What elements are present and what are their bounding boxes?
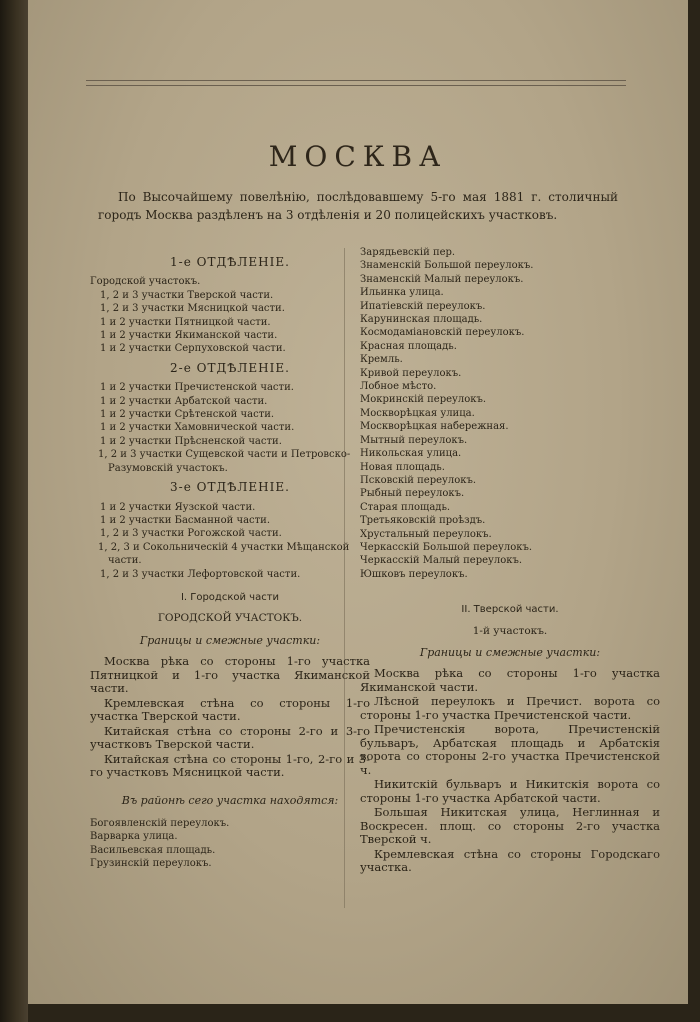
street-item: Знаменскій Малый переулокъ. bbox=[360, 273, 524, 285]
list-item: 1 и 2 участки Серпуховской части. bbox=[100, 343, 286, 355]
right-column bbox=[360, 246, 660, 876]
border-paragraph: Китайская стѣна со стороны 2-го и 3-го участковъ Тверской части. bbox=[90, 723, 370, 752]
dept3-heading: 3-е ОТДѢЛЕНІЕ. bbox=[170, 480, 290, 495]
street-item: Кривой переулокъ. bbox=[360, 367, 462, 379]
header-rule bbox=[86, 80, 626, 86]
border-paragraph: Москва рѣка со стороны 1-го участка Якиманской части. bbox=[360, 666, 660, 694]
list-item: 1 и 2 участки Срѣтенской части. bbox=[100, 409, 275, 421]
street-item: Черкасскій Большой переулокъ. bbox=[360, 541, 533, 553]
street-item: Красная площадь. bbox=[360, 340, 457, 352]
street-item: Мытный переулокъ. bbox=[360, 434, 468, 446]
street-item: Карунинская площадь. bbox=[360, 314, 483, 326]
list-item: 1, 2, 3 и Сокольническій 4 участки Мѣщанской части. bbox=[98, 541, 350, 567]
list-item: 1 и 2 участки Хамовнической части. bbox=[100, 422, 295, 434]
list-item: 1 и 2 участки Якиманской части. bbox=[100, 330, 278, 342]
section-heading: II. Тверской части. bbox=[461, 604, 559, 616]
street-item: Мокринскій переулокъ. bbox=[360, 394, 487, 406]
street-item: Хрустальный переулокъ. bbox=[360, 528, 492, 540]
dept1-heading: 1-е ОТДѢЛЕНІЕ. bbox=[170, 255, 290, 269]
street-item: Грузинскій переулокъ. bbox=[90, 858, 212, 870]
border-paragraph: Кремлевская стѣна со стороны 1-го участка Тверской части. bbox=[90, 695, 370, 724]
dept1-list bbox=[90, 275, 370, 355]
street-item: Зарядьевскій пер. bbox=[360, 247, 456, 258]
list-item: 1 и 2 участки Яузской части. bbox=[100, 501, 256, 513]
street-item: Лобное мѣсто. bbox=[360, 381, 437, 393]
street-list bbox=[360, 246, 660, 581]
borders-heading: Границы и смежные участки: bbox=[139, 633, 321, 647]
list-item: Городской участокъ. bbox=[90, 276, 201, 288]
intro-paragraph: По Высочайшему повелѣнію, послѣдовавшему 5-го мая 1881 г. столичный городъ Москва раздѣленъ на 3 отдѣленія и 20 полицейскихъ участковъ. bbox=[98, 190, 618, 222]
list-item: 1 и 2 участки Прѣсненской части. bbox=[100, 435, 282, 447]
street-item: Третьяковскій проѣздъ. bbox=[360, 515, 486, 527]
borders-heading: Границы и смежные участки: bbox=[419, 645, 601, 659]
page-title: МОСКВА bbox=[268, 140, 448, 173]
list-item: 1 и 2 участки Пятницкой части. bbox=[100, 316, 271, 328]
border-paragraph: Китайская стѣна со стороны 1-го, 2-го и 3-го участковъ Мясницкой части. bbox=[90, 751, 370, 780]
list-item: 1, 2 и 3 участки Лефортовской части. bbox=[100, 568, 301, 580]
street-item: Знаменскій Большой переулокъ. bbox=[360, 260, 534, 272]
section-subheading: ГОРОДСКОЙ УЧАСТОКЪ. bbox=[157, 612, 303, 625]
street-item: Богоявленскій переулокъ. bbox=[90, 818, 230, 830]
street-item: Старая площадь. bbox=[360, 501, 451, 513]
list-item: 1, 2 и 3 участки Тверской части. bbox=[100, 289, 274, 301]
border-paragraph: Кремлевская стѣна со стороны Городскаго участка. bbox=[360, 846, 660, 875]
street-item: Варварка улица. bbox=[90, 831, 178, 843]
street-item: Новая площадь. bbox=[360, 461, 445, 473]
list-item: 1, 2 и 3 участки Рогожской части. bbox=[100, 528, 282, 540]
street-item: Ильинка улица. bbox=[360, 287, 444, 299]
list-item: 1 и 2 участки Басманной части. bbox=[100, 514, 271, 526]
street-item: Васильевская площадь. bbox=[90, 844, 216, 856]
border-paragraph: Большая Никитская улица, Неглинная и Воскресен. площ. со стороны 2-го участка Тверской ч. bbox=[360, 805, 660, 847]
street-item: Никольская улица. bbox=[360, 448, 462, 460]
list-item: 1, 2 и 3 участки Мясницкой части. bbox=[100, 303, 285, 315]
list-item: 1, 2 и 3 участки Сущевской части и Петровско-Разумовскій участокъ. bbox=[98, 449, 351, 474]
district-heading: Въ районѣ сего участка находятся: bbox=[121, 793, 339, 807]
street-item: Москворѣцкая улица. bbox=[360, 407, 475, 419]
street-item: Псковскій переулокъ. bbox=[360, 474, 477, 486]
street-item: Черкасскій Малый переулокъ. bbox=[360, 555, 523, 567]
street-item: Юшковъ переулокъ. bbox=[360, 568, 468, 580]
street-item: Кремль. bbox=[360, 354, 403, 366]
street-list bbox=[90, 817, 370, 871]
border-paragraph: Москва рѣка со стороны 1-го участка Пятницкой и 1-го участка Якиманской части. bbox=[90, 654, 370, 696]
left-column bbox=[90, 256, 370, 871]
book-page bbox=[28, 0, 688, 1004]
dept3-list bbox=[90, 501, 370, 581]
book-binding bbox=[0, 0, 28, 1022]
street-item: Москворѣцкая набережная. bbox=[360, 421, 509, 433]
list-item: 1 и 2 участки Арбатской части. bbox=[100, 395, 268, 407]
border-paragraph: Лѣсной переулокъ и Пречист. ворота со стороны 1-го участка Пречистенской части. bbox=[360, 694, 660, 722]
section-subheading: 1-й участокъ. bbox=[472, 624, 548, 637]
street-item: Ипатіевскій переулокъ. bbox=[360, 300, 486, 312]
list-item: 1 и 2 участки Пречистенской части. bbox=[100, 382, 294, 394]
dept2-heading: 2-е ОТДѢЛЕНІЕ. bbox=[170, 360, 290, 375]
section-heading: I. Городской части bbox=[180, 591, 280, 603]
dept2-list bbox=[90, 381, 370, 475]
border-paragraph: Пречистенскія ворота, Пречистенскій бульваръ, Арбатская площадь и Арбатскія ворота со стороны 2-го участка Пречистенской ч. bbox=[360, 722, 660, 777]
street-item: Рыбный переулокъ. bbox=[360, 488, 465, 500]
border-paragraph: Никитскій бульваръ и Никитскія ворота со стороны 1-го участка Арбатской части. bbox=[360, 777, 660, 805]
street-item: Космодаміановскій переулокъ. bbox=[360, 327, 525, 339]
